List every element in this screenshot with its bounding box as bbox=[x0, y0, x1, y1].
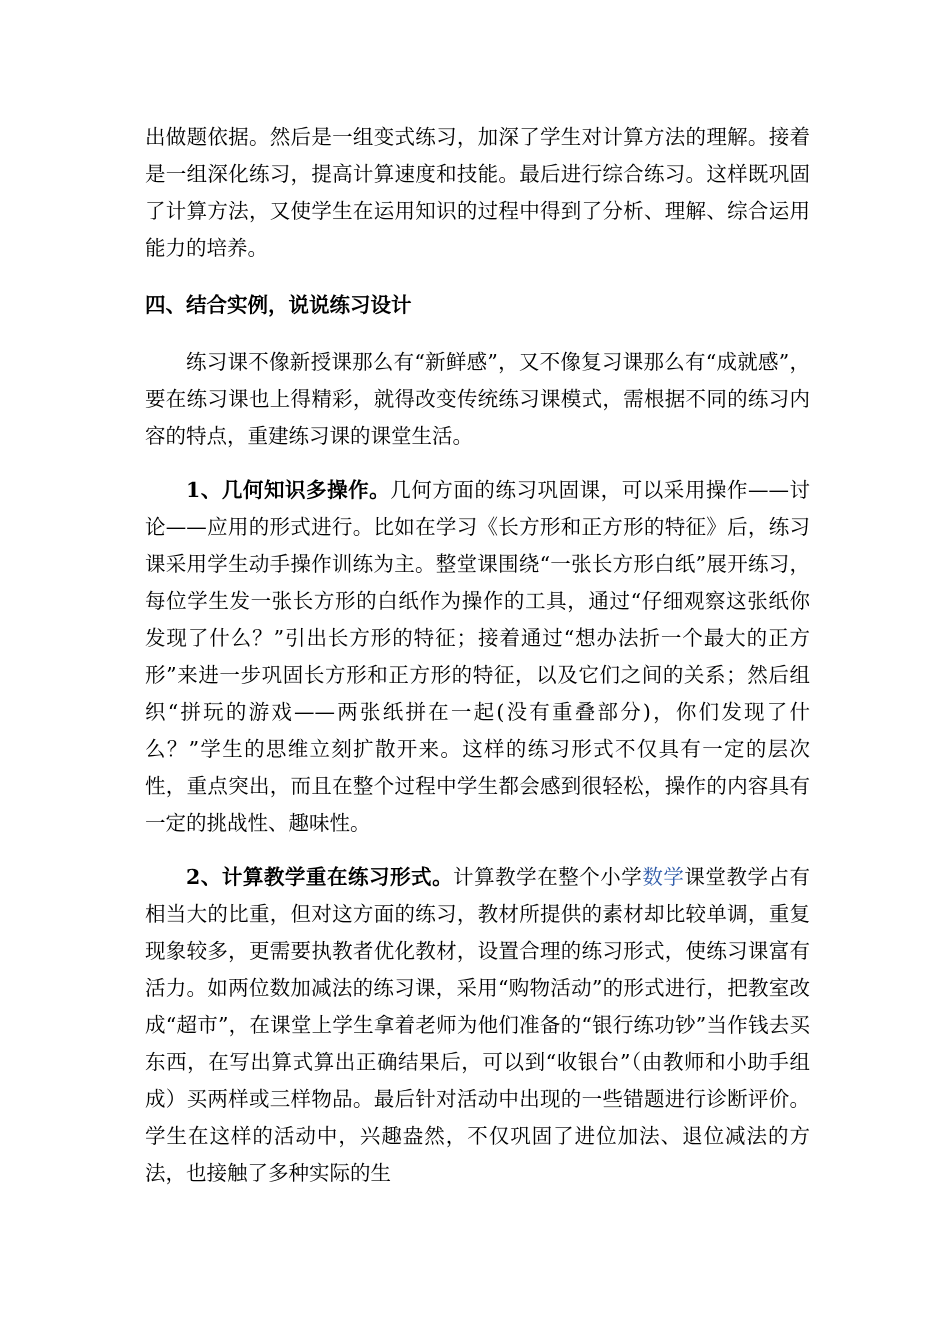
math-link[interactable]: 数学 bbox=[642, 865, 685, 889]
paragraph-gap bbox=[145, 267, 810, 287]
paragraph-lead-geometry: 1、几何知识多操作。 bbox=[186, 478, 391, 502]
document-body bbox=[145, 119, 810, 1192]
paragraph-computation-exercises: 出做题依据。然后是一组变式练习，加深了学生对计算方法的理解。接着是一组深化练习，提高计算速度和技能。最后进行综合练习。这样既巩固了计算方法，又使学生在运用知识的过程中得到了分析、理解、综合运用能力的培养。 bbox=[145, 125, 810, 260]
section-heading: 四、结合实例，说说练习设计 bbox=[145, 293, 412, 317]
paragraph-gap bbox=[145, 842, 810, 859]
paragraph-calculation bbox=[145, 859, 810, 1192]
paragraph-lead-calculation: 2、计算教学重在练习形式。 bbox=[186, 865, 454, 889]
paragraph-text-geometry: 几何方面的练习巩固课，可以采用操作——讨论——应用的形式进行。比如在学习《长方形和正方形的特征》后，练习课采用学生动手操作训练为主。整堂课围绕“一张长方形白纸”展开练习，每位学生发一张长方形的白纸作为操作的工具，通过“仔细观察这张纸你发现了什么？”引出长方形的特征；接着通过“想办法折一个最大的正方形”来进一步巩固长方形和正方形的特征，以及它们之间的关系；然后组织“拼玩的游戏——两张纸拼在一起(没有重叠部分)，你们发现了什么？”学生的思维立刻扩散开来。这样的练习形式不仅具有一定的层次性，重点突出，而且在整个过程中学生都会感到很轻松，操作的内容具有一定的挑战性、趣味性。 bbox=[145, 478, 811, 835]
paragraph-practice-intro: 练习课不像新授课那么有“新鲜感”，又不像复习课那么有“成就感”，要在练习课也上得精彩，就得改变传统练习课模式，需根据不同的练习内容的特点，重建练习课的课堂生活。 bbox=[145, 350, 810, 448]
paragraph-text-calculation-a: 计算教学在整个小学 bbox=[453, 865, 643, 889]
paragraph-geometry bbox=[145, 472, 810, 842]
paragraph-gap bbox=[145, 324, 810, 344]
paragraph-text-calculation-b: 课堂教学占有相当大的比重，但对这方面的练习，教材所提供的素材却比较单调，重复现象较多，更需要执教者优化教材，设置合理的练习形式，使练习课富有活力。如两位数加减法的练习课，采用“购物活动”的形式进行，把教室改成“超市”，在课堂上学生拿着老师为他们准备的“银行练功钞”当作钱去买东西，在写出算式算出正确结果后，可以到“收银台”（由教师和小助手组成）买两样或三样物品。最后针对活动中出现的一些错题进行诊断评价。学生在这样的活动中，兴趣盎然，不仅巩固了进位加法、退位减法的方法，也接触了多种实际的生 bbox=[145, 865, 811, 1185]
paragraph-gap bbox=[145, 455, 810, 472]
